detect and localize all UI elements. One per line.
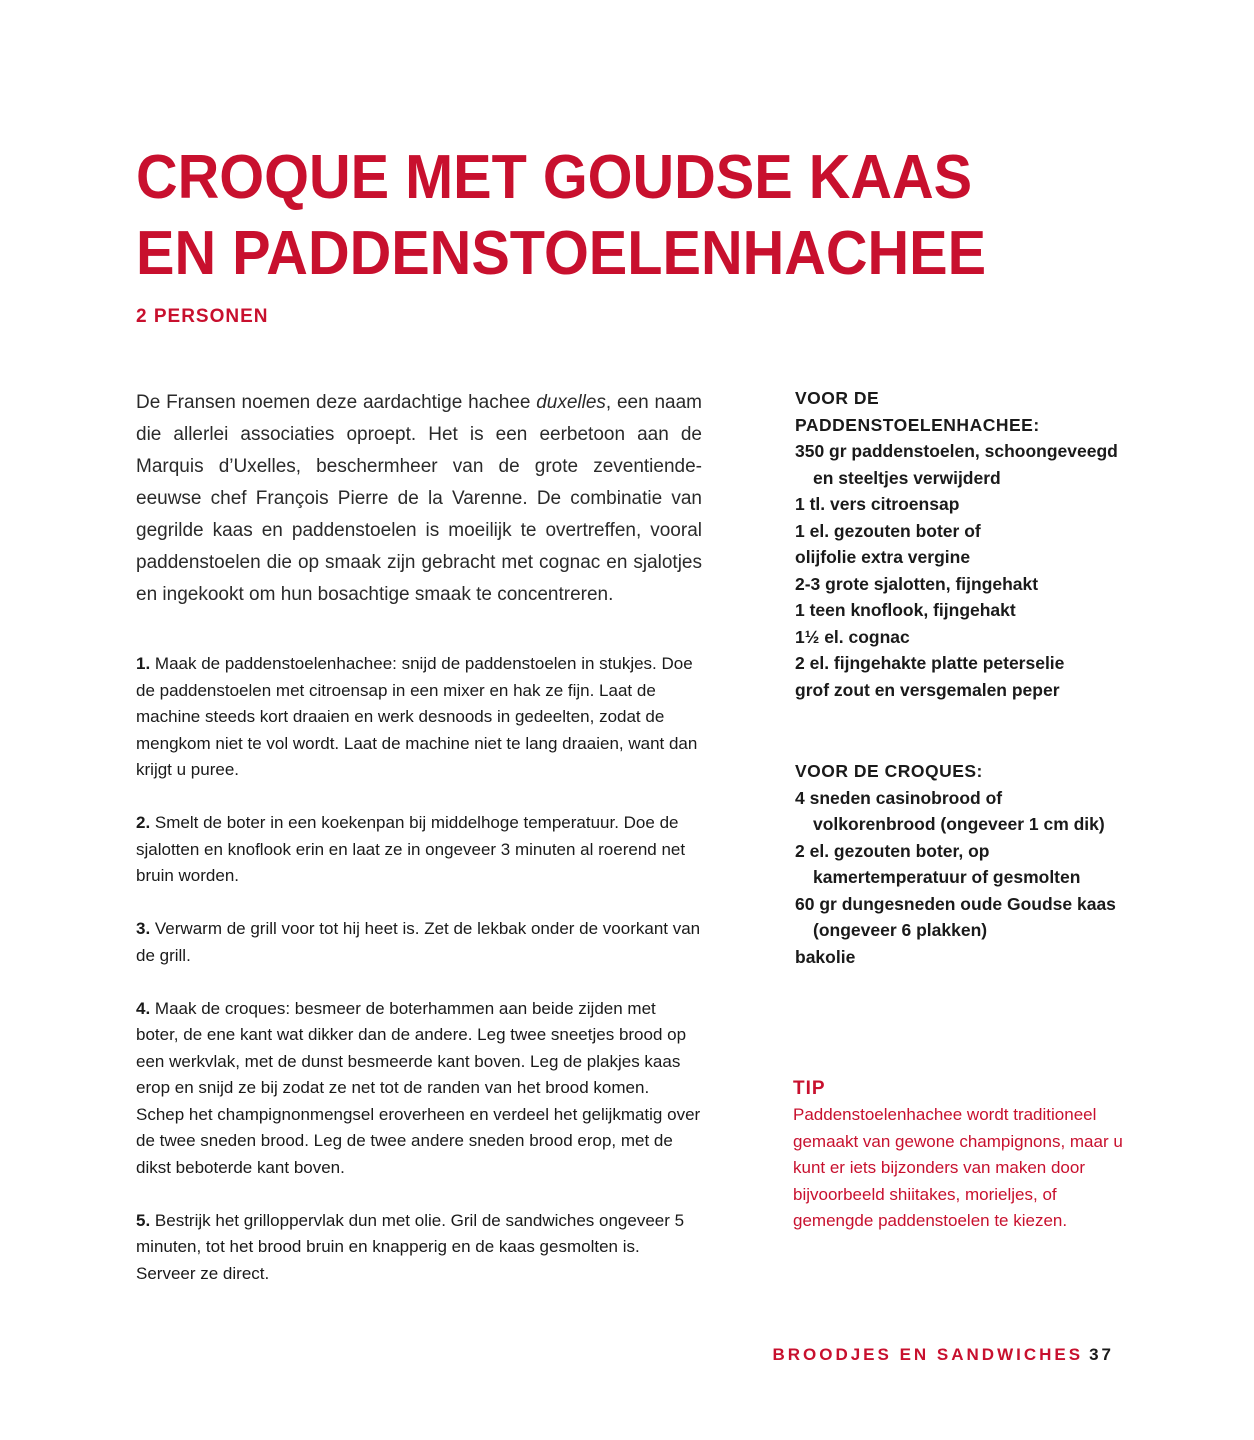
ingredients-croques	[795, 758, 1125, 970]
step-3	[136, 916, 702, 969]
servings-label: 2 PERSONEN	[136, 306, 269, 327]
tip-box	[793, 1076, 1123, 1235]
step-2	[136, 810, 702, 890]
step-4	[136, 996, 702, 1182]
intro-paragraph	[136, 387, 702, 611]
intro-text-start: De Fransen noemen deze aardachtige hachee	[136, 392, 537, 413]
recipe-title-line-1: CROQUE MET GOUDSE KAAS	[136, 143, 973, 212]
ingredient-item: 2 el. gezouten boter, op kamertemperatuur of gesmolten	[795, 840, 1081, 887]
page-number: 37	[1089, 1345, 1114, 1364]
preparation-steps	[136, 651, 702, 1314]
ingredients-hachee-heading: VOOR DE PADDENSTOELENHACHEE:	[795, 388, 1040, 435]
ingredient-item: 2-3 grote sjalotten, fijngehakt	[795, 573, 1039, 594]
tip-body: Paddenstoelenhachee wordt traditioneel gemaakt van gewone champignons, maar u kunt er iets bijzonders van maken door bijvoorbeeld shiitakes, morieljes, of gemengde paddenstoelen te kiezen.	[793, 1105, 1123, 1230]
step-text: Maak de paddenstoelenhachee: snijd de paddenstoelen in stukjes. Doe de paddenstoelen met citroensap in een mixer en hak ze fijn. Laat de machine steeds kort draaien en werk desnoods in gedeelten, zodat de mengkom niet te vol wordt. Laat de machine niet te lang draaien, want dan krijgt u puree.	[136, 654, 698, 779]
step-text: Verwarm de grill voor tot hij heet is. Zet de lekbak onder de voorkant van de grill.	[136, 919, 701, 965]
ingredients-hachee	[795, 385, 1125, 703]
section-title: BROODJES EN SANDWICHES	[772, 1345, 1084, 1364]
ingredient-item: grof zout en versgemalen peper	[795, 679, 1060, 700]
step-text: Maak de croques: besmeer de boterhammen aan beide zijden met boter, de ene kant wat dikker dan de andere. Leg twee sneetjes brood op een werkvlak, met de dunst besmeerde kant boven. Leg de plakjes kaas erop en snijd ze bij zodat ze net tot de randen van het brood komen. Schep het champignonmengsel eroverheen en verdeel het gelijkmatig over de twee sneden brood. Leg de twee andere sneden brood erop, met de dikst beboterde kant boven.	[136, 998, 701, 1177]
ingredient-item: 60 gr dungesneden oude Goudse kaas (ongeveer 6 plakken)	[795, 893, 1116, 940]
recipe-title	[136, 140, 986, 292]
intro-italic-term: duxelles	[536, 392, 606, 413]
step-number: 2.	[136, 813, 151, 832]
ingredient-item: 1 el. gezouten boter of	[795, 520, 981, 541]
step-5	[136, 1208, 702, 1288]
ingredient-item: 1½ el. cognac	[795, 626, 910, 647]
ingredient-item: bakolie	[795, 946, 856, 967]
recipe-title-line-2: EN PADDENSTOELENHACHEE	[136, 219, 987, 288]
page-footer	[772, 1345, 1114, 1365]
ingredients-croques-heading: VOOR DE CROQUES:	[795, 761, 983, 781]
step-number: 3.	[136, 919, 151, 938]
ingredient-item: 350 gr paddenstoelen, schoongeveegd en steeltjes verwijderd	[795, 441, 1118, 488]
intro-text-end: , een naam die allerlei associaties oproept. Het is een eerbetoon aan de Marquis d’Uxelles, beschermheer van de grote zeventiende-eeuwse chef François Pierre de la Varenne. De combinatie van gegrilde kaas en paddenstoelen is moeilijk te overtreffen, vooral paddenstoelen die op smaak zijn gebracht met cognac en sjalotjes en ingekookt om hun bosachtige smaak te concentreren.	[136, 392, 702, 605]
ingredient-item: 4 sneden casinobrood of volkorenbrood (ongeveer 1 cm dik)	[795, 787, 1105, 834]
tip-heading: TIP	[793, 1078, 826, 1099]
step-number: 1.	[136, 654, 151, 673]
step-1	[136, 651, 702, 784]
step-number: 4.	[136, 998, 151, 1018]
ingredient-item: 2 el. fijngehakte platte peterselie	[795, 653, 1065, 673]
ingredient-item: olijfolie extra vergine	[795, 547, 971, 567]
step-number: 5.	[136, 1210, 151, 1230]
ingredient-item: 1 teen knoflook, fijngehakt	[795, 600, 1016, 620]
step-text: Smelt de boter in een koekenpan bij middelhoge temperatuur. Doe de sjalotten en knoflook erin en laat ze in ongeveer 3 minuten al roerend net bruin worden.	[136, 813, 686, 885]
ingredient-item: 1 tl. vers citroensap	[795, 494, 960, 514]
step-text: Bestrijk het grilloppervlak dun met olie. Gril de sandwiches ongeveer 5 minuten, tot het brood bruin en knapperig en de kaas gesmolten is. Serveer ze direct.	[136, 1210, 685, 1283]
